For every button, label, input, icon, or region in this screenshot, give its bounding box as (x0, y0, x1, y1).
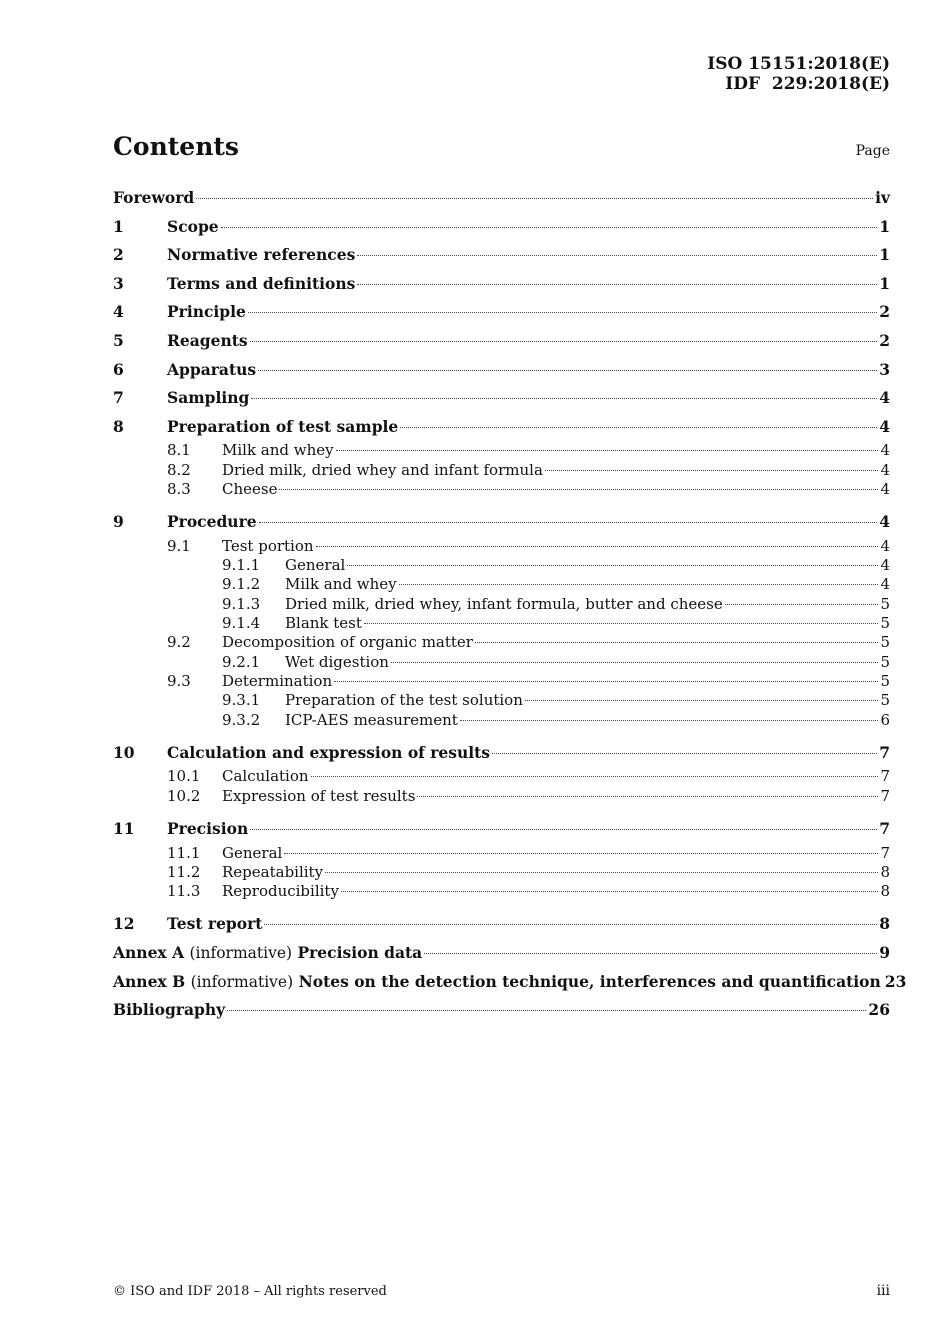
toc-entry-title: Wet digestion (285, 652, 389, 671)
toc-entry[interactable] (113, 413, 890, 442)
dot-leader (316, 546, 879, 547)
toc-entry-page: 4 (879, 512, 890, 532)
dot-leader (221, 227, 878, 228)
toc-entry-page: 8 (880, 882, 890, 901)
toc-entry[interactable] (113, 575, 890, 594)
toc-entry-title: Scope (167, 216, 219, 236)
dot-leader (227, 1010, 866, 1011)
toc-entry[interactable] (113, 739, 890, 768)
dot-leader (250, 341, 878, 342)
dot-leader (364, 623, 879, 624)
annex-label: Annex A (113, 943, 185, 963)
toc-entry-number: 10 (113, 742, 135, 762)
toc-entry-title: Apparatus (167, 359, 257, 379)
toc-entry-title: Calculation and expression of results (167, 742, 491, 762)
toc-entry-page: 2 (879, 330, 890, 350)
toc-entry[interactable] (113, 384, 890, 413)
toc-entry-page: 7 (879, 818, 890, 838)
toc-entry-number: 4 (113, 302, 124, 322)
toc-entry-number: 7 (113, 388, 124, 408)
toc-entry-number: 9.3 (167, 671, 191, 690)
page-number: iii (876, 1283, 890, 1299)
dot-leader (251, 398, 877, 399)
doc-id-iso: ISO 15151:2018(E) (707, 54, 890, 74)
toc-entry[interactable] (113, 537, 890, 556)
toc-entry-page: 1 (879, 245, 890, 265)
dot-leader (325, 872, 878, 873)
dot-leader (311, 776, 879, 777)
annex-note: (informative) (189, 944, 293, 963)
toc-entry-title: Sampling (167, 388, 250, 408)
toc-entry-page: 23 (884, 971, 907, 991)
toc-entry-number: 8.2 (167, 460, 191, 479)
dot-leader (258, 370, 877, 371)
toc-entry-number: 9.1.4 (222, 614, 261, 633)
toc-entry-title: Decomposition of organic matter (222, 633, 473, 652)
toc-entry-title: Procedure (167, 512, 257, 532)
dot-leader (417, 796, 878, 797)
toc-entry-title: Reagents (167, 330, 248, 350)
toc-entry-number: 3 (113, 273, 124, 293)
toc-entry-title: Foreword (113, 188, 195, 207)
toc-entry[interactable] (113, 213, 890, 242)
toc-entry-number: 11.3 (167, 882, 201, 901)
toc-entry-page: 5 (880, 594, 890, 613)
toc-entry-title (113, 939, 422, 968)
toc-entry[interactable] (113, 356, 890, 385)
toc-entry[interactable] (113, 298, 890, 327)
toc-entry-page: 4 (880, 441, 890, 460)
toc-entry-number: 6 (113, 359, 124, 379)
table-of-contents (113, 184, 907, 1025)
toc-entry-number: 9.1.2 (222, 575, 261, 594)
dot-leader (196, 198, 873, 199)
toc-entry-page: 26 (868, 1000, 890, 1020)
toc-entry-number: 9.2.1 (222, 652, 261, 671)
toc-entry-title: Preparation of the test solution (285, 691, 523, 710)
toc-entry-number: 9.1.1 (222, 556, 261, 575)
toc-entry[interactable] (113, 241, 890, 270)
dot-leader (525, 700, 879, 701)
toc-entry[interactable] (113, 672, 890, 691)
toc-entry[interactable] (113, 270, 890, 299)
toc-entry[interactable] (113, 461, 890, 480)
toc-entry-title: Precision (167, 818, 249, 838)
toc-entry[interactable] (113, 787, 890, 806)
toc-entry-page: 4 (879, 416, 890, 436)
toc-entry-title: Test portion (222, 536, 314, 555)
dot-leader (347, 565, 878, 566)
dot-leader (336, 450, 879, 451)
toc-entry[interactable] (113, 691, 890, 710)
dot-leader (460, 720, 879, 721)
toc-entry[interactable] (113, 863, 890, 882)
dot-leader (284, 853, 878, 854)
dot-leader (264, 924, 877, 925)
dot-leader (391, 662, 878, 663)
toc-entry-number: 9.3.2 (222, 710, 261, 729)
contents-heading: Contents (113, 132, 240, 161)
toc-entry-number: 11.1 (167, 843, 201, 862)
toc-entry-page: 5 (880, 633, 890, 652)
toc-entry-number: 9.3.1 (222, 691, 261, 710)
toc-entry[interactable] (113, 968, 907, 997)
doc-id-idf: IDF 229:2018(E) (725, 74, 890, 94)
toc-entry[interactable] (113, 711, 890, 730)
annex-title: Notes on the detection technique, interferences and quantification (298, 971, 881, 991)
toc-entry-title: Cheese (222, 479, 278, 498)
toc-entry[interactable] (113, 882, 890, 901)
toc-entry-page: 5 (880, 691, 890, 710)
dot-leader (334, 681, 878, 682)
toc-entry-page: 4 (880, 479, 890, 498)
toc-entry[interactable] (113, 844, 890, 863)
toc-entry-title: Test report (167, 914, 263, 934)
toc-entry-page: 3 (879, 359, 890, 379)
toc-entry-page: 7 (880, 843, 890, 862)
toc-entry-title: Blank test (285, 614, 362, 633)
toc-entry[interactable] (113, 910, 890, 939)
toc-entry-page: 6 (880, 710, 890, 729)
dot-leader (357, 284, 877, 285)
toc-entry-page: 8 (879, 914, 890, 934)
toc-gap (113, 730, 890, 739)
toc-entry-number: 2 (113, 245, 124, 265)
dot-leader (492, 753, 877, 754)
dot-leader (259, 522, 878, 523)
toc-entry-number: 9.1 (167, 536, 191, 555)
toc-entry-number: 9.1.3 (222, 594, 261, 613)
toc-entry-title: Dried milk, dried whey and infant formula (222, 460, 543, 479)
toc-entry-title: Normative references (167, 245, 356, 265)
dot-leader (248, 312, 877, 313)
annex-label: Annex B (113, 971, 186, 991)
toc-entry-title: Principle (167, 302, 246, 322)
toc-entry-page: 7 (880, 767, 890, 786)
toc-entry-number: 8.1 (167, 441, 191, 460)
toc-entry-page: 4 (879, 388, 890, 408)
toc-entry-title (113, 968, 881, 997)
dot-leader (250, 829, 877, 830)
toc-entry[interactable] (113, 441, 890, 460)
toc-entry-title: Terms and definitions (167, 273, 356, 293)
dot-leader (475, 642, 878, 643)
toc-entry[interactable] (113, 767, 890, 786)
toc-gap (113, 806, 890, 815)
toc-entry-number: 10.1 (167, 767, 201, 786)
annex-note: (informative) (190, 972, 294, 991)
toc-entry[interactable] (113, 633, 890, 652)
toc-entry-page: 2 (879, 302, 890, 322)
dot-leader (341, 891, 879, 892)
toc-entry[interactable] (113, 327, 890, 356)
toc-entry-title: Expression of test results (222, 786, 416, 805)
toc-entry[interactable] (113, 480, 890, 499)
dot-leader (279, 489, 878, 490)
toc-entry-title: Reproducibility (222, 882, 339, 901)
dot-leader (399, 584, 879, 585)
toc-entry-number: 10.2 (167, 786, 201, 805)
toc-entry-title: General (222, 843, 283, 862)
toc-entry[interactable] (113, 939, 890, 968)
page-column-heading: Page (855, 143, 890, 159)
toc-entry-title: Repeatability (222, 862, 324, 881)
dot-leader (357, 255, 877, 256)
dot-leader (400, 427, 877, 428)
toc-entry-page: 1 (879, 273, 890, 293)
toc-entry-page: 4 (880, 536, 890, 555)
toc-entry-number: 12 (113, 914, 135, 934)
toc-entry-page: 4 (880, 575, 890, 594)
toc-entry-title: Milk and whey (285, 575, 397, 594)
dot-leader (725, 604, 879, 605)
toc-entry-title: Preparation of test sample (167, 416, 399, 436)
copyright-notice: © ISO and IDF 2018 – All rights reserved (113, 1284, 387, 1299)
toc-entry[interactable] (113, 614, 890, 633)
annex-title: Precision data (297, 943, 423, 963)
toc-entry-number: 5 (113, 330, 124, 350)
toc-entry-page: 8 (880, 862, 890, 881)
toc-entry-number: 11 (113, 818, 135, 838)
toc-entry-page: 7 (880, 786, 890, 805)
toc-entry[interactable] (113, 184, 890, 213)
document-identifier (707, 54, 890, 94)
toc-entry-title: General (285, 556, 346, 575)
toc-entry-title: Calculation (222, 767, 309, 786)
toc-entry-page: 4 (880, 556, 890, 575)
toc-entry-page: 4 (880, 460, 890, 479)
toc-entry-title: Milk and whey (222, 441, 334, 460)
toc-entry[interactable] (113, 996, 890, 1025)
toc-entry-page: 5 (880, 671, 890, 690)
toc-entry-page: 7 (879, 742, 890, 762)
toc-entry[interactable] (113, 815, 890, 844)
dot-leader (545, 470, 879, 471)
toc-entry[interactable] (113, 508, 890, 537)
toc-entry-number: 1 (113, 216, 124, 236)
toc-entry[interactable] (113, 653, 890, 672)
toc-entry-page: iv (875, 188, 890, 207)
toc-gap (113, 901, 890, 910)
toc-entry-page: 9 (879, 943, 890, 963)
toc-entry-number: 8.3 (167, 479, 191, 498)
toc-entry-title: Determination (222, 671, 333, 690)
toc-entry-number: 11.2 (167, 862, 201, 881)
toc-entry[interactable] (113, 595, 890, 614)
toc-entry-title: Bibliography (113, 1000, 226, 1020)
toc-entry-title: ICP-AES measurement (285, 710, 458, 729)
toc-entry-title: Dried milk, dried whey, infant formula, butter and cheese (285, 594, 723, 613)
toc-entry-page: 1 (879, 216, 890, 236)
toc-entry-number: 9.2 (167, 633, 191, 652)
toc-gap (113, 499, 890, 508)
toc-entry-number: 8 (113, 416, 124, 436)
dot-leader (424, 953, 877, 954)
toc-entry-number: 9 (113, 512, 124, 532)
toc-entry[interactable] (113, 556, 890, 575)
toc-entry-page: 5 (880, 614, 890, 633)
toc-entry-page: 5 (880, 652, 890, 671)
